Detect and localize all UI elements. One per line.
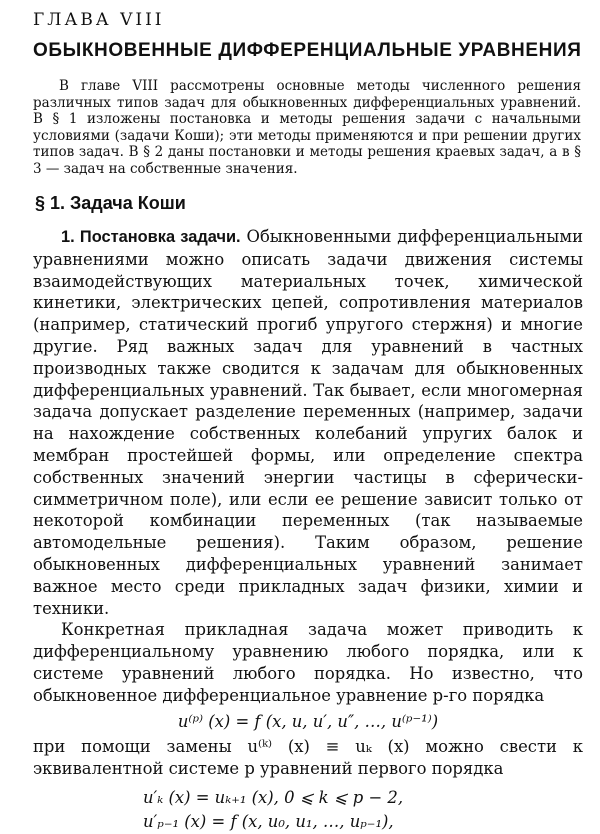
paragraph-1 — [33, 226, 583, 619]
chapter-intro — [33, 78, 581, 177]
equation-line-1: u′ₖ (x) = uₖ₊₁ (x), 0 ⩽ k ⩽ p − 2, — [143, 787, 404, 807]
chapter-title: ОБЫКНОВЕННЫЕ ДИФФЕРЕНЦИАЛЬНЫЕ УРАВНЕНИЯ — [33, 40, 582, 61]
section-body — [33, 226, 583, 834]
formula-ode: u⁽ᵖ⁾ (x) = f (x, u, u′, u″, …, u⁽ᵖ⁻¹⁾) — [177, 711, 439, 731]
subsection-heading: 1. Постановка задачи. — [61, 228, 241, 246]
chapter-label: ГЛАВА VIII — [33, 10, 165, 30]
equation-line-2: u′ₚ₋₁ (x) = f (x, u₀, u₁, …, uₚ₋₁), — [143, 811, 394, 831]
intro-paragraph: В главе VIII рассмотрены основные методы численного решения различных типов задач для обыкновенных дифференциальных уравнений. В § 1 изложены постановка и методы решения задачи с начальными условиями (задачи Коши); эти методы применяются и при решении других типов задач. В § 2 даны постановки и методы решения краевых задач, а в § 3 — задач на собственные значения. — [33, 78, 581, 177]
section-heading: § 1. Задача Коши — [35, 193, 186, 213]
paragraph-2: Конкретная прикладная задача может приводить к дифференциальному уравнению любого порядка, или к системе уравнений любого порядка. Но известно, что обыкновенное дифференциальное уравнение p-го порядка — [33, 620, 583, 705]
paragraph-1-text: Обыкновенными дифференциальными уравнениями можно описать задачи движения системы взаимодействующих материальных точек, химической кинетики, электрических цепей, сопротивления материалов (например, статический прогиб упругого стержня) и многие другие. Ряд важных задач для уравнений в частных производных также сводится к задачам для обыкновенных дифференциальных уравнений. Так бывает, если многомерная задача допускает разделение переменных (например, задачи на нахождение собственных колебаний упругих балок и мембран простейшей формы, или определение спектра собственных значений энергии частицы в сферически-симметричном поле), или если ее решение зависит только от некоторой комбинации переменных (так называемые автомодельные решения). Таким образом, решение обыкновенных дифференциальных уравнений занимает важное место среди прикладных задач физики, химии и техники. — [33, 227, 583, 618]
paragraph-3: при помощи замены u⁽ᵏ⁾ (x) ≡ uₖ (x) можно свести к эквивалентной системе p уравнений первого порядка — [33, 737, 583, 779]
equation-system — [143, 786, 583, 834]
